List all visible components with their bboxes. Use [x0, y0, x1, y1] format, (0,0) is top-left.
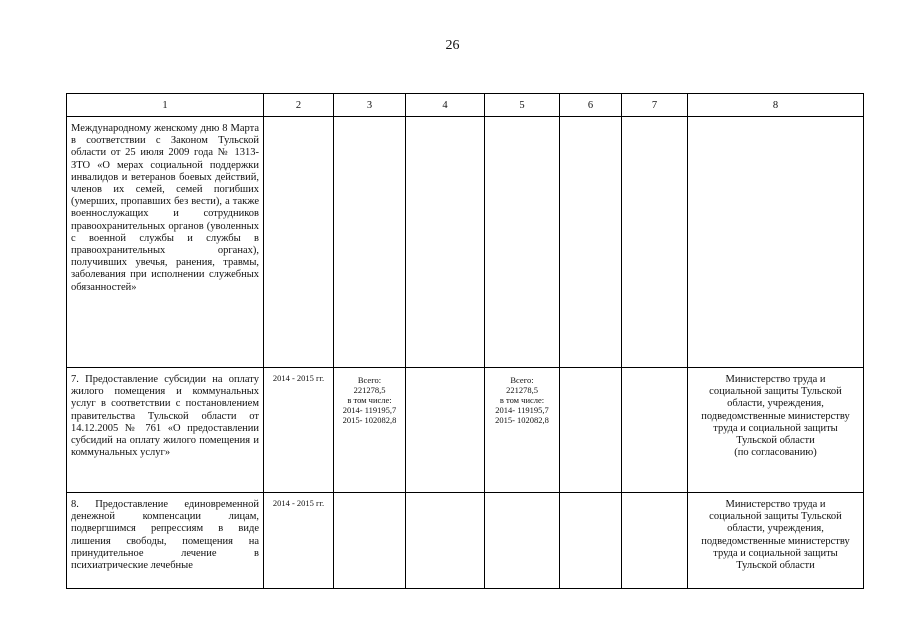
header-col-5: 5: [485, 94, 560, 117]
amount-2014: 2014- 119195,7: [342, 405, 397, 415]
amount-cell: [485, 117, 560, 368]
executor-line: области, учреждения,: [727, 523, 824, 535]
empty-cell: [406, 493, 485, 589]
executor-line: области, учреждения,: [727, 398, 824, 410]
empty-cell: [560, 117, 622, 368]
executor-line: Министерство труда и: [725, 499, 826, 510]
executor-line: Министерство труда и: [725, 374, 826, 385]
header-row: [67, 94, 864, 117]
table-row: [67, 117, 864, 368]
executor-line: Тульской области: [736, 435, 815, 447]
executor-line: Тульской области: [736, 560, 815, 572]
executor-cell: [688, 493, 864, 589]
empty-cell: [622, 368, 688, 493]
executor-line: подведомственные министерству: [701, 535, 850, 547]
empty-cell: [622, 493, 688, 589]
amount-total-label: Всего:: [510, 375, 534, 385]
header-col-2: 2: [264, 94, 334, 117]
header-col-6: 6: [560, 94, 622, 117]
amount-2014: 2014- 119195,7: [495, 405, 549, 415]
amount-cell: [334, 117, 406, 368]
amount-2015: 2015- 102082,8: [495, 415, 549, 425]
amount-incl-label: в том числе:: [499, 395, 545, 405]
empty-cell: [406, 117, 485, 368]
header-col-4: 4: [406, 94, 485, 117]
amount-incl-label: в том числе:: [347, 395, 392, 405]
amount-total-label: Всего:: [357, 375, 382, 385]
header-col-1: 1: [67, 94, 264, 117]
measures-table: [66, 93, 864, 589]
empty-cell: [560, 493, 622, 589]
header-col-7: 7: [622, 94, 688, 117]
header-col-3: 3: [334, 94, 406, 117]
amount-cell: [485, 368, 560, 493]
period-cell: 2014 - 2015 гг.: [264, 493, 334, 589]
period-cell: 2014 - 2015 гг.: [264, 368, 334, 493]
executor-cell: [688, 368, 864, 493]
executor-line: труда и социальной защиты: [713, 422, 838, 434]
page-number: 26: [445, 38, 460, 53]
amount-cell: [485, 493, 560, 589]
amount-cell: [334, 493, 406, 589]
measure-description: 7. Предоставление субсидии на оплату жилого помещения и коммунальных услуг в соответствии с постановлением правительства Тульской области от 14.12.2005 № 761 «О предоставлении субсидий на оплату жилого помещения и коммунальных услуг»: [67, 368, 264, 493]
table-row: [67, 493, 864, 589]
executor-line: подведомственные министерству: [701, 410, 850, 422]
table-row: [67, 368, 864, 493]
executor-line: труда и социальной защиты: [713, 547, 838, 559]
executor-line: (по согласованию): [734, 447, 817, 459]
period-cell: [264, 117, 334, 368]
empty-cell: [622, 117, 688, 368]
empty-cell: [406, 368, 485, 493]
amount-cell: [334, 368, 406, 493]
executor-cell: [688, 117, 864, 368]
header-col-8: 8: [688, 94, 864, 117]
empty-cell: [560, 368, 622, 493]
measure-description: 8. Предоставление единовременной денежной компенсации лицам, подвергшимся репрессиям в виде лишения свободы, помещения на принудительное лечение в психиатрические лечебные: [67, 493, 264, 589]
amount-total: 221278,5: [353, 385, 386, 395]
amount-total: 221278,5: [506, 385, 538, 395]
measure-description: Международному женскому дню 8 Марта в соответствии с Законом Тульской области от 25 июля 2009 года № 1313-ЗТО «О мерах социальной поддержки инвалидов и ветеранов боевых действий, членов их семей, семей погибших (умерших, пропавших без вести), а также военнослужащих и сотрудников правоохранительных органов (уволенных с военной службы и службы в правоохранительных органах), получивших увечья, ранения, травмы, заболевания при исполнении служебных обязанностей»: [67, 117, 264, 368]
executor-line: социальной защиты Тульской: [709, 511, 842, 523]
executor-line: социальной защиты Тульской: [709, 386, 842, 398]
amount-2015: 2015- 102082,8: [342, 415, 397, 425]
